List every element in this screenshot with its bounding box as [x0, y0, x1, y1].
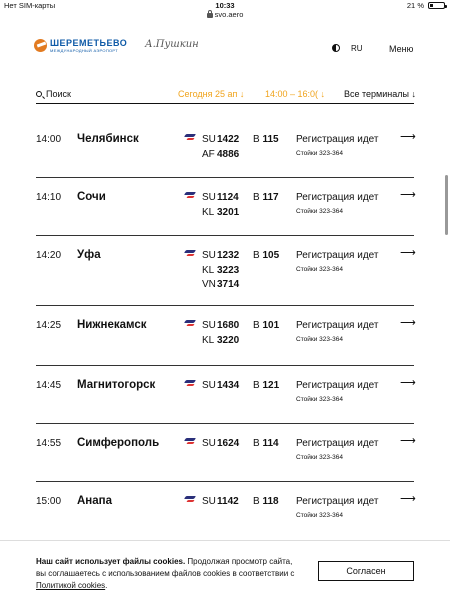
airline-code: VN: [202, 279, 216, 290]
gate-number: 121: [262, 380, 280, 391]
cookie-policy-link[interactable]: Политикой cookies: [36, 581, 106, 590]
accept-cookies-button[interactable]: Согласен: [318, 561, 414, 581]
airline-code: SU: [202, 320, 216, 331]
airline-code: SU: [202, 380, 216, 391]
flight-number: [202, 495, 239, 510]
flight-number: [202, 249, 239, 264]
flight-num: 1124: [217, 192, 239, 203]
cookie-title: Наш сайт использует файлы cookies.: [36, 557, 186, 566]
flight-status: Регистрация идет: [296, 380, 379, 391]
flight-time: 14:10: [36, 192, 62, 203]
flight-num: 1232: [217, 250, 240, 261]
aeroflot-logo-icon: [185, 438, 195, 445]
aeroflot-logo-icon: [185, 496, 195, 503]
language-switch[interactable]: RU: [351, 44, 363, 53]
flight-destination: Сочи: [77, 191, 106, 203]
gate-number: 115: [262, 134, 279, 145]
gate: [253, 250, 279, 261]
flight-row[interactable]: [36, 366, 414, 424]
flight-row[interactable]: [36, 178, 414, 236]
site-header: [0, 30, 450, 70]
airline-code: SU: [202, 438, 216, 449]
flight-time: 15:00: [36, 496, 62, 507]
sheremetyevo-logo[interactable]: [34, 38, 127, 53]
airline-code: KL: [202, 334, 215, 346]
aeroflot-logo-icon: [185, 320, 195, 327]
flight-number: [202, 437, 239, 452]
airline-code: SU: [202, 250, 216, 261]
search-label: Поиск: [46, 89, 71, 99]
flight-num: 3220: [217, 334, 240, 346]
flight-number: [202, 264, 239, 279]
flight-number: [202, 334, 239, 349]
flight-time: 14:00: [36, 134, 62, 145]
flight-num: 1422: [217, 134, 240, 145]
checkin-counters: Стойки 323-364: [296, 336, 343, 343]
flight-numbers: [202, 319, 239, 348]
flight-status: Регистрация идет: [296, 192, 379, 203]
flight-destination: Магнитогорск: [77, 379, 156, 391]
flight-status: Регистрация идет: [296, 438, 379, 449]
logo-name: ШЕРЕМЕТЬЕВО: [50, 38, 128, 48]
flight-destination: Нижнекамск: [77, 319, 147, 331]
flight-num: 1680: [217, 320, 240, 331]
gate-prefix: B: [253, 320, 263, 331]
airline-code: SU: [202, 496, 216, 507]
clock: 10:33: [215, 1, 235, 10]
flight-status: Регистрация идет: [296, 496, 379, 507]
flight-num: 1434: [217, 380, 240, 391]
battery-icon: [428, 2, 445, 9]
flight-row[interactable]: [36, 424, 414, 482]
flight-numbers: [202, 191, 239, 220]
flight-row[interactable]: [36, 482, 414, 540]
pushkin-signature-logo: А.Пушкин: [145, 39, 199, 50]
gate: [253, 320, 279, 331]
airline-code: SU: [202, 192, 216, 203]
address-bar[interactable]: [0, 10, 450, 24]
aeroflot-logo-icon: [185, 380, 195, 387]
gate: [253, 134, 279, 145]
checkin-counters: Стойки 323-364: [296, 512, 343, 519]
battery-percent: 21 %: [406, 1, 424, 10]
flight-num: 3201: [217, 206, 240, 218]
flight-status: Регистрация идет: [296, 134, 379, 145]
flight-num: 4886: [217, 148, 240, 160]
gate: [253, 380, 279, 391]
cookie-banner: [0, 540, 450, 600]
airline-code: KL: [202, 206, 215, 218]
aeroflot-logo-icon: [185, 134, 195, 141]
flight-number: [202, 148, 239, 163]
flight-numbers: [202, 379, 239, 394]
flight-number: [202, 278, 239, 293]
flight-num: 3714: [217, 279, 240, 290]
aeroflot-logo-icon: [185, 192, 195, 199]
gate: [253, 438, 279, 449]
flight-time: 14:55: [36, 438, 62, 449]
flight-numbers: [202, 133, 239, 162]
search-icon: [36, 91, 42, 97]
gate-prefix: B: [253, 192, 263, 203]
flight-time: 14:25: [36, 320, 62, 331]
flight-numbers: [202, 437, 239, 452]
scrollbar[interactable]: [445, 175, 448, 235]
gate-number: 117: [262, 192, 279, 203]
lock-icon: [207, 13, 213, 18]
flight-row[interactable]: [36, 306, 414, 366]
filter-divider: [36, 103, 414, 104]
date-filter-dropdown[interactable]: Сегодня 25 ап ↓: [178, 89, 245, 99]
flight-number: [202, 319, 239, 334]
gate-prefix: B: [253, 134, 263, 145]
flight-destination: Челябинск: [77, 133, 139, 145]
checkin-counters: Стойки 323-364: [296, 208, 343, 215]
airline-code: SU: [202, 134, 216, 145]
flight-number: [202, 191, 239, 206]
flight-number: [202, 379, 239, 394]
gate-prefix: B: [253, 380, 263, 391]
carrier-label: Нет SIM-карты: [4, 1, 56, 10]
gate-number: 101: [262, 320, 280, 331]
flight-time: 14:20: [36, 250, 62, 261]
checkin-counters: Стойки 323-364: [296, 396, 343, 403]
flight-destination: Уфа: [77, 249, 101, 261]
flight-row[interactable]: [36, 120, 414, 178]
gate: [253, 192, 279, 203]
flight-number: [202, 206, 239, 221]
arrow-right-icon[interactable]: ⟶: [400, 247, 416, 259]
gate: [253, 496, 279, 507]
airline-code: KL: [202, 264, 215, 276]
gate-number: 114: [262, 438, 279, 449]
checkin-counters: Стойки 323-364: [296, 266, 343, 273]
time-filter-dropdown[interactable]: 14:00 – 16:0( ↓: [265, 89, 326, 99]
logo-subtitle: МЕЖДУНАРОДНЫЙ АЭРОПОРТ: [50, 48, 118, 53]
flight-numbers: [202, 495, 239, 510]
filter-bar: [36, 88, 414, 104]
checkin-counters: Стойки 323-364: [296, 454, 343, 461]
arrow-right-icon[interactable]: ⟶: [400, 189, 416, 201]
airport-logo-icon: [34, 39, 47, 52]
flight-time: 14:45: [36, 380, 62, 391]
flight-destination: Симферополь: [77, 437, 160, 449]
arrow-right-icon[interactable]: ⟶: [400, 493, 416, 505]
flight-number: [202, 133, 239, 148]
aeroflot-logo-icon: [185, 250, 195, 257]
url-text: svo.aero: [214, 10, 244, 19]
airline-code: AF: [202, 148, 215, 160]
arrow-right-icon[interactable]: ⟶: [400, 377, 416, 389]
flight-num: 1624: [217, 438, 240, 449]
menu-button[interactable]: Меню: [389, 44, 414, 54]
gate-number: 118: [262, 496, 279, 507]
cookie-end: .: [105, 581, 108, 590]
flight-status: Регистрация идет: [296, 320, 379, 331]
flight-numbers: [202, 249, 239, 293]
terminal-filter-dropdown[interactable]: Все терминалы ↓: [344, 89, 416, 99]
flight-num: 1142: [217, 496, 239, 507]
cookie-message: [36, 556, 296, 592]
arrow-right-icon[interactable]: ⟶: [400, 435, 416, 447]
flight-row[interactable]: [36, 236, 414, 306]
contrast-icon[interactable]: [332, 44, 340, 52]
gate-prefix: B: [253, 496, 263, 507]
cookie-body: Продолжая просмотр сайта, вы соглашаетесь с использованием файлов cookies в соответствии с: [36, 557, 295, 578]
status-bar: [0, 0, 450, 10]
gate-number: 105: [262, 250, 280, 261]
gate-prefix: B: [253, 438, 263, 449]
gate-prefix: B: [253, 250, 263, 261]
arrow-right-icon[interactable]: ⟶: [400, 317, 416, 329]
flight-status: Регистрация идет: [296, 250, 379, 261]
flight-num: 3223: [217, 264, 240, 276]
checkin-counters: Стойки 323-364: [296, 150, 343, 157]
flight-destination: Анапа: [77, 495, 112, 507]
arrow-right-icon[interactable]: ⟶: [400, 131, 416, 143]
